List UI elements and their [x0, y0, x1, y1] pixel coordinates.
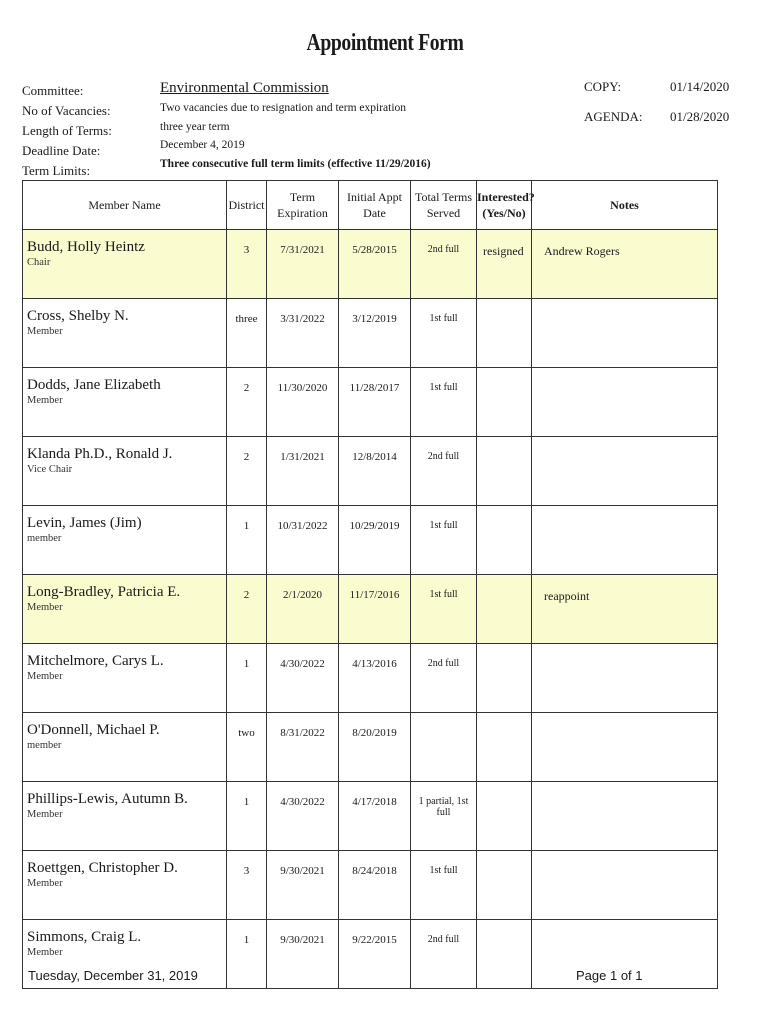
- header-total-terms: Total Terms Served: [411, 181, 477, 230]
- member-role: Member: [27, 671, 63, 682]
- member-role: Member: [27, 602, 63, 613]
- page-title: Appointment Form: [306, 30, 464, 56]
- label-committee: Committee:: [22, 83, 84, 98]
- term-expiration-cell: 7/31/2021: [267, 230, 339, 299]
- label-length: Length of Terms:: [22, 123, 112, 138]
- member-name-cell: [23, 644, 227, 713]
- interested-cell: resigned: [477, 230, 532, 299]
- notes-cell: Andrew Rogers: [532, 230, 718, 299]
- district-cell: 1: [227, 782, 267, 851]
- label-deadline: Deadline Date:: [22, 143, 101, 158]
- member-name: Budd, Holly Heintz: [27, 239, 145, 255]
- copy-date: 01/14/2020: [670, 79, 730, 94]
- notes-cell: [532, 851, 718, 920]
- table-row: [23, 782, 718, 851]
- meta-labels: [22, 81, 112, 181]
- label-term-limits: Term Limits:: [22, 163, 91, 178]
- member-name-cell: [23, 713, 227, 782]
- district-cell: 2: [227, 575, 267, 644]
- term-limits-value: Three consecutive full term limits (effective 11/29/2016): [160, 157, 431, 170]
- member-name-cell: [23, 230, 227, 299]
- initial-appt-cell: 11/17/2016: [339, 575, 411, 644]
- initial-appt-cell: 10/29/2019: [339, 506, 411, 575]
- table-row: [23, 230, 718, 299]
- terms-served-cell: 1st full: [411, 299, 477, 368]
- district-cell: 2: [227, 437, 267, 506]
- initial-appt-cell: 12/8/2014: [339, 437, 411, 506]
- notes-cell: [532, 506, 718, 575]
- copy-labels: [584, 72, 643, 132]
- notes-cell: [532, 368, 718, 437]
- district-cell: 1: [227, 506, 267, 575]
- notes-cell: [532, 299, 718, 368]
- term-expiration-cell: 4/30/2022: [267, 782, 339, 851]
- footer-date: Tuesday, December 31, 2019: [28, 968, 198, 983]
- length-value: three year term: [160, 120, 230, 133]
- member-name: Cross, Shelby N.: [27, 308, 129, 324]
- member-name-cell: [23, 299, 227, 368]
- initial-appt-cell: 3/12/2019: [339, 299, 411, 368]
- header-term-expiration: Term Expiration: [267, 181, 339, 230]
- district-cell: 1: [227, 920, 267, 989]
- committee-value: Environmental Commission: [160, 80, 329, 96]
- interested-cell: [477, 782, 532, 851]
- member-name: Phillips-Lewis, Autumn B.: [27, 791, 188, 807]
- initial-appt-cell: 8/20/2019: [339, 713, 411, 782]
- label-vacancies: No of Vacancies:: [22, 103, 111, 118]
- members-table: [22, 180, 718, 989]
- member-role: Vice Chair: [27, 464, 73, 475]
- interested-cell: [477, 437, 532, 506]
- district-cell: 1: [227, 644, 267, 713]
- member-name: Simmons, Craig L.: [27, 929, 142, 945]
- vacancies-value: Two vacancies due to resignation and term expiration: [160, 102, 407, 114]
- member-name-cell: [23, 437, 227, 506]
- terms-served-cell: 2nd full: [411, 230, 477, 299]
- member-name: Levin, James (Jim): [27, 515, 142, 531]
- member-role: member: [27, 533, 62, 544]
- district-cell: three: [227, 299, 267, 368]
- terms-served-cell: 1 partial, 1st full: [411, 782, 477, 851]
- interested-cell: [477, 713, 532, 782]
- terms-served-cell: [411, 713, 477, 782]
- notes-cell: [532, 437, 718, 506]
- member-role: Member: [27, 947, 63, 958]
- term-expiration-cell: 10/31/2022: [267, 506, 339, 575]
- initial-appt-cell: 4/17/2018: [339, 782, 411, 851]
- term-expiration-cell: 3/31/2022: [267, 299, 339, 368]
- agenda-date: 01/28/2020: [670, 109, 730, 124]
- initial-appt-cell: 8/24/2018: [339, 851, 411, 920]
- initial-appt-cell: 11/28/2017: [339, 368, 411, 437]
- interested-cell: [477, 851, 532, 920]
- initial-appt-cell: 4/13/2016: [339, 644, 411, 713]
- term-expiration-cell: 1/31/2021: [267, 437, 339, 506]
- member-role: Member: [27, 326, 63, 337]
- district-cell: 2: [227, 368, 267, 437]
- terms-served-cell: 2nd full: [411, 920, 477, 989]
- member-name: Mitchelmore, Carys L.: [27, 653, 164, 669]
- initial-appt-cell: 5/28/2015: [339, 230, 411, 299]
- table-row: [23, 713, 718, 782]
- table-row: [23, 368, 718, 437]
- interested-cell: [477, 575, 532, 644]
- notes-cell: [532, 644, 718, 713]
- notes-cell: [532, 782, 718, 851]
- term-expiration-cell: 11/30/2020: [267, 368, 339, 437]
- term-expiration-cell: 9/30/2021: [267, 851, 339, 920]
- header-initial-appt-date: Initial Appt Date: [339, 181, 411, 230]
- initial-appt-cell: 9/22/2015: [339, 920, 411, 989]
- member-name-cell: [23, 506, 227, 575]
- member-role: Member: [27, 809, 63, 820]
- terms-served-cell: 1st full: [411, 368, 477, 437]
- table-row: [23, 299, 718, 368]
- header-interested: Interested? (Yes/No): [477, 181, 532, 230]
- term-expiration-cell: 8/31/2022: [267, 713, 339, 782]
- agenda-label: AGENDA:: [584, 109, 643, 124]
- notes-cell: [532, 713, 718, 782]
- footer-page-number: Page 1 of 1: [576, 968, 643, 983]
- term-expiration-cell: 9/30/2021: [267, 920, 339, 989]
- district-cell: 3: [227, 230, 267, 299]
- header-notes: Notes: [532, 181, 718, 230]
- term-expiration-cell: 2/1/2020: [267, 575, 339, 644]
- district-cell: two: [227, 713, 267, 782]
- table-row: [23, 575, 718, 644]
- header-district: District: [227, 181, 267, 230]
- term-expiration-cell: 4/30/2022: [267, 644, 339, 713]
- meta-values: [160, 77, 431, 173]
- member-name: Klanda Ph.D., Ronald J.: [27, 446, 173, 462]
- interested-cell: [477, 644, 532, 713]
- terms-served-cell: 2nd full: [411, 644, 477, 713]
- terms-served-cell: 1st full: [411, 506, 477, 575]
- member-role: Chair: [27, 257, 51, 268]
- table-row: [23, 851, 718, 920]
- district-cell: 3: [227, 851, 267, 920]
- table-row: [23, 437, 718, 506]
- copy-values: [670, 72, 729, 132]
- header-member-name: Member Name: [23, 181, 227, 230]
- member-name-cell: [23, 368, 227, 437]
- member-name-cell: [23, 575, 227, 644]
- member-name: O'Donnell, Michael P.: [27, 722, 160, 738]
- member-role: Member: [27, 395, 63, 406]
- member-name-cell: [23, 782, 227, 851]
- member-name: Dodds, Jane Elizabeth: [27, 377, 161, 393]
- table-header-row: [23, 181, 718, 230]
- interested-cell: [477, 920, 532, 989]
- table-row: [23, 506, 718, 575]
- terms-served-cell: 2nd full: [411, 437, 477, 506]
- copy-label: COPY:: [584, 79, 622, 94]
- member-role: member: [27, 740, 62, 751]
- table-row: [23, 644, 718, 713]
- interested-cell: [477, 299, 532, 368]
- notes-cell: reappoint: [532, 575, 718, 644]
- deadline-value: December 4, 2019: [160, 139, 245, 151]
- member-name: Roettgen, Christopher D.: [27, 860, 178, 876]
- terms-served-cell: 1st full: [411, 575, 477, 644]
- interested-cell: [477, 368, 532, 437]
- interested-cell: [477, 506, 532, 575]
- member-name-cell: [23, 851, 227, 920]
- terms-served-cell: 1st full: [411, 851, 477, 920]
- member-role: Member: [27, 878, 63, 889]
- member-name: Long-Bradley, Patricia E.: [27, 584, 181, 600]
